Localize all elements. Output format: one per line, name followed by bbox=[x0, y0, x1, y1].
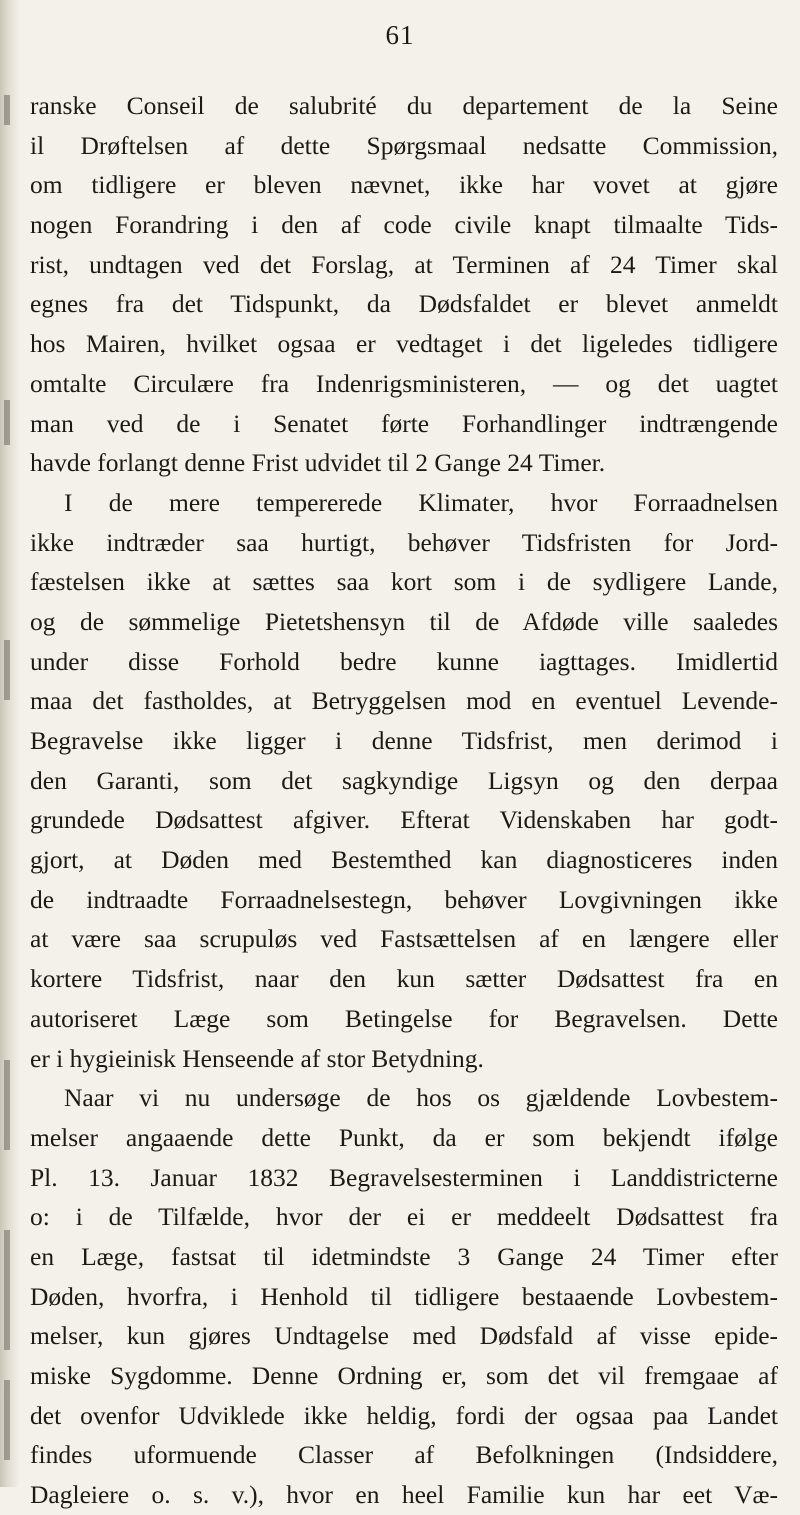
gutter-mark bbox=[4, 640, 10, 700]
body-text bbox=[30, 86, 778, 1515]
text-line: er i hygieinisk Henseende af stor Betydning. bbox=[30, 1043, 484, 1073]
text-line: rist, undtagen ved det Forslag, at Terminen af 24 Timer skal bbox=[30, 249, 778, 279]
text-line: melser angaaende dette Punkt, da er som bekjendt ifølge bbox=[30, 1122, 778, 1152]
text-line: det ovenfor Udviklede ikke heldig, fordi der ogsaa paa Landet bbox=[30, 1400, 778, 1430]
text-line: Begravelse ikke ligger i denne Tidsfrist, men derimod i bbox=[30, 726, 778, 755]
text-line: miske Sygdomme. Denne Ordning er, som det vil fremgaae af bbox=[30, 1361, 778, 1390]
text-line: fæstelsen ikke at sættes saa kort som i de sydligere Lande, bbox=[30, 567, 778, 597]
text-line: den Garanti, som det sagkyndige Ligsyn og den derpaa bbox=[30, 765, 778, 795]
gutter-mark bbox=[4, 95, 10, 125]
gutter-mark bbox=[4, 1060, 10, 1150]
text-line: omtalte Circulære fra Indenrigsministeren, — og det uagtet bbox=[30, 368, 778, 398]
text-line: en Læge, fastsat til idetmindste 3 Gange 24 Timer efter bbox=[30, 1241, 778, 1271]
text-line: ranske Conseil de salubrité du departement de la Seine bbox=[30, 91, 778, 120]
text-line: under disse Forhold bedre kunne iagttages. Imidlertid bbox=[30, 646, 778, 676]
text-line: om tidligere er bleven nævnet, ikke har vovet at gjøre bbox=[30, 170, 778, 200]
text-line: I de mere tempererede Klimater, hvor Forraadnelsen bbox=[64, 487, 778, 517]
text-line: Dagleiere o. s. v.), hvor en heel Familie kun har eet Væ- bbox=[30, 1480, 778, 1510]
text-line: at være saa scrupuløs ved Fastsættelsen af en længere eller bbox=[30, 924, 778, 954]
text-line: gjort, at Døden med Bestemthed kan diagnosticeres inden bbox=[30, 845, 778, 875]
page-gutter bbox=[0, 0, 20, 1487]
text-line: kortere Tidsfrist, naar den kun sætter Dødsattest fra en bbox=[30, 964, 778, 994]
page-number: 61 bbox=[385, 20, 415, 50]
text-line: autoriseret Læge som Betingelse for Begravelsen. Dette bbox=[30, 1003, 778, 1033]
text-line: grundede Dødsattest afgiver. Efterat Videnskaben har godt- bbox=[30, 805, 778, 835]
text-line: findes uformuende Classer af Befolkningen (Indsiddere, bbox=[30, 1440, 778, 1470]
gutter-mark bbox=[4, 1230, 10, 1350]
text-line: man ved de i Senatet førte Forhandlinger indtrængende bbox=[30, 408, 778, 438]
text-line: egnes fra det Tidspunkt, da Dødsfaldet er blevet anmeldt bbox=[30, 289, 778, 319]
text-line: hos Mairen, hvilket ogsaa er vedtaget i det ligeledes tidligere bbox=[30, 329, 778, 359]
text-line: og de sømmelige Pietetshensyn til de Afdøde ville saaledes bbox=[30, 606, 778, 636]
gutter-mark bbox=[4, 400, 10, 445]
text-line: Naar vi nu undersøge de hos os gjældende Lovbestem- bbox=[64, 1083, 778, 1113]
text-line: melser, kun gjøres Undtagelse med Dødsfald af visse epide- bbox=[30, 1321, 778, 1351]
gutter-mark bbox=[4, 1380, 10, 1460]
text-line: Pl. 13. Januar 1832 Begravelsesterminen i Landdistricterne bbox=[30, 1162, 778, 1192]
text-line: nogen Forandring i den af code civile knapt tilmaalte Tids- bbox=[30, 210, 778, 240]
text-line: maa det fastholdes, at Betryggelsen mod en eventuel Levende- bbox=[30, 686, 778, 716]
text-line: o: i de Tilfælde, hvor der ei er meddeelt Dødsattest fra bbox=[30, 1202, 778, 1232]
text-line: ikke indtræder saa hurtigt, behøver Tidsfristen for Jord- bbox=[30, 527, 778, 557]
text-line: il Drøftelsen af dette Spørgsmaal nedsatte Commission, bbox=[30, 130, 778, 160]
text-line: de indtraadte Forraadnelsestegn, behøver Lovgivningen ikke bbox=[30, 884, 778, 914]
text-line: havde forlangt denne Frist udvidet til 2 Gange 24 Timer. bbox=[30, 448, 606, 478]
text-line: Døden, hvorfra, i Henhold til tidligere bestaaende Lovbestem- bbox=[30, 1281, 778, 1311]
